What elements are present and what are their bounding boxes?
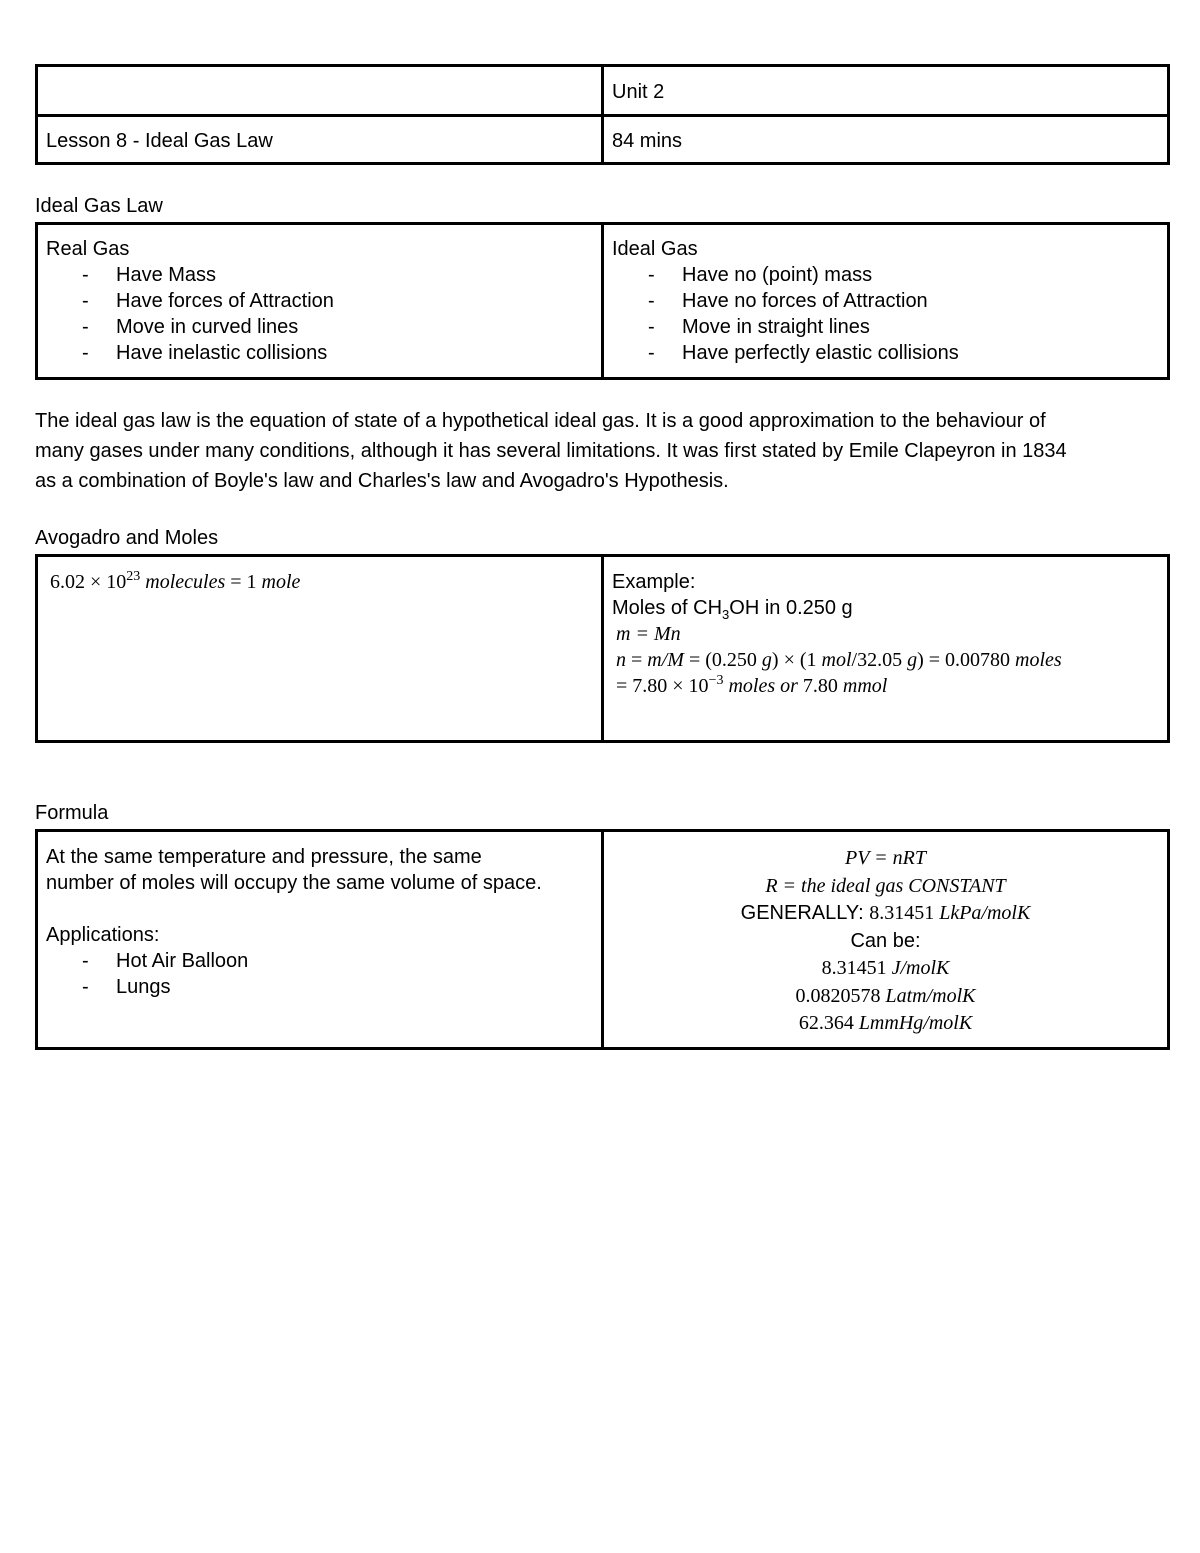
r-value-atm: 0.0820578 Latm/molK [795, 984, 976, 1007]
example-eq1: m = Mn [616, 623, 681, 645]
list-item: - Lungs [82, 974, 593, 1000]
ideal-gas-cell [603, 224, 1169, 379]
formula-description-line: At the same temperature and pressure, the same [46, 846, 482, 868]
header-cell-empty [37, 66, 603, 116]
ideal-gas-equation: PV = nRT [845, 847, 926, 869]
section-heading-ideal-gas-law: Ideal Gas Law [35, 195, 163, 217]
list-item: - Have forces of Attraction [82, 288, 593, 314]
spacer [46, 896, 593, 922]
list-item: - Have perfectly elastic collisions [648, 340, 1159, 366]
list-item: - Have Mass [82, 262, 593, 288]
list-item: - Have no (point) mass [648, 262, 1159, 288]
generally-line: GENERALLY: 8.31451 LkPa/molK [740, 902, 1031, 924]
r-value-joules: 8.31451 J/molK [821, 957, 950, 979]
avogadro-table [35, 554, 1170, 743]
formula-table [35, 829, 1170, 1050]
avogadro-number-cell [37, 556, 603, 742]
example-question: Moles of $CH_3OH$ in 0.250 g [612, 597, 853, 622]
formula-description-line: number of moles will occupy the same volume of space. [46, 872, 542, 894]
list-item: - Move in curved lines [82, 314, 593, 340]
example-label: Example: [612, 571, 696, 593]
lesson-duration: 84 mins [603, 116, 1169, 164]
ideal-gas-list [612, 262, 1159, 366]
real-gas-list [46, 262, 593, 366]
section-heading-avogadro: Avogadro and Moles [35, 527, 219, 549]
formula-description-cell [37, 831, 603, 1049]
list-item: - Move in straight lines [648, 314, 1159, 340]
applications-list [46, 948, 593, 1000]
example-cell [603, 556, 1169, 742]
formula-equations-cell [603, 831, 1169, 1049]
ideal-gas-title: Ideal Gas [612, 238, 698, 260]
real-gas-cell [37, 224, 603, 379]
header-table [35, 64, 1170, 165]
applications-title: Applications: [46, 924, 160, 946]
can-be-label: Can be: [850, 929, 921, 952]
lesson-title: Lesson 8 - Ideal Gas Law [37, 116, 603, 164]
paragraph-line: The ideal gas law is the equation of state of a hypothetical ideal gas. It is a good approximation to the behaviour of [35, 410, 1046, 432]
list-item: - Have no forces of Attraction [648, 288, 1159, 314]
paragraph-line: as a combination of Boyle's law and Charles's law and Avogadro's Hypothesis. [35, 470, 729, 492]
paragraph-line: many gases under many conditions, although it has several limitations. It was first stated by Emile Clapeyron in 1834 [35, 440, 1067, 462]
avogadro-equation: $6.02 \times 10^{23}$ molecules = 1 mole [50, 569, 301, 593]
example-eq3: = $7.80 \times 10^{-3}$ moles or 7.80 mmol [616, 673, 888, 697]
example-eq2: n = m/M = (0.250 g) × (1 mol/32.05 g) = 0.00780 moles [616, 649, 1062, 671]
real-gas-title: Real Gas [46, 238, 130, 260]
real-vs-ideal-table [35, 222, 1170, 380]
r-value-mmhg: 62.364 LmmHg/molK [798, 1012, 973, 1034]
unit-label: Unit 2 [603, 66, 1169, 116]
ideal-gas-paragraph [35, 406, 1167, 496]
list-item: - Hot Air Balloon [82, 948, 593, 974]
r-definition: R = the ideal gas CONSTANT [765, 874, 1006, 897]
list-item: - Have inelastic collisions [82, 340, 593, 366]
section-heading-formula: Formula [35, 802, 109, 824]
